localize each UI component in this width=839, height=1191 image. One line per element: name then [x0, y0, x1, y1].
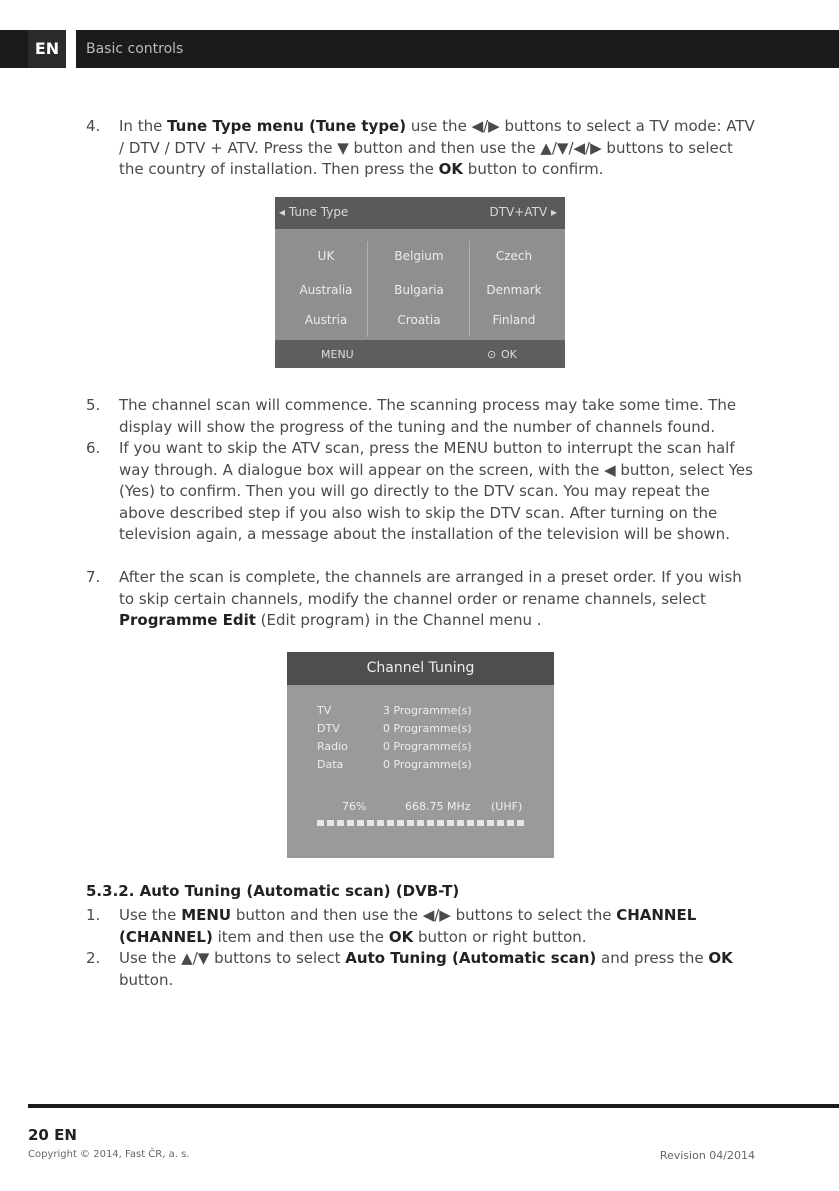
step-number: 7.: [86, 568, 101, 586]
row-value: 3 Programme(s): [383, 704, 472, 717]
step-7: [86, 567, 756, 632]
step-5: [86, 395, 756, 438]
text: button to confirm.: [463, 160, 604, 178]
screen-title: Channel Tuning: [287, 652, 554, 685]
text: Use the: [119, 906, 182, 924]
step-number: 6.: [86, 439, 101, 457]
row-label: Radio: [317, 740, 348, 753]
progress-bar: [317, 820, 527, 826]
ok-hint: OK: [501, 348, 517, 361]
step-number: 2.: [86, 949, 101, 967]
row-value: 0 Programme(s): [383, 722, 472, 735]
tune-type-screen: [275, 197, 565, 368]
revision: Revision 04/2014: [659, 1149, 755, 1162]
divider: [66, 30, 76, 68]
top-bar: [0, 30, 839, 68]
step-number: 1.: [86, 906, 101, 924]
row-label: Data: [317, 758, 344, 771]
country-item: Czech: [495, 249, 533, 263]
screen-header: [275, 197, 565, 229]
band: (UHF): [491, 800, 523, 813]
country-item: Austria: [304, 313, 348, 327]
country-item: Australia: [299, 283, 353, 297]
text: The channel scan will commence. The scanning process may take some time. The display will show the progress of the tuning and the number of channels found.: [119, 396, 737, 436]
bold-term: Programme Edit: [119, 611, 256, 629]
progress-percent: 76%: [342, 800, 367, 813]
channel-tuning-screen: [287, 652, 554, 858]
count-row: [317, 740, 472, 753]
row-label: DTV: [317, 722, 340, 735]
country-item: Finland: [492, 313, 536, 327]
text: In the: [119, 117, 168, 135]
screen-footer: [275, 340, 565, 368]
text: If you want to skip the ATV scan, press the MENU button to interrupt the scan half way through. A dialogue box will appear on the screen, with the ◀ button, select Yes (Yes) to confirm. Then you will go directly to the DTV scan. You may repeat the above described step if you also wish to skip the DTV scan. After turning on the television again, a message about the installation of the television will be shown.: [119, 439, 753, 543]
frequency: 668.75 MHz: [405, 800, 471, 813]
divider: [469, 241, 470, 337]
step-6: [86, 438, 756, 546]
text: item and then use the: [212, 927, 389, 946]
text: and press the: [596, 949, 709, 967]
text: After the scan is complete, the channels are arranged in a preset order. If you wish to skip certain channels, modify the channel order or rename channels, select: [119, 568, 742, 608]
bold-term: OK: [708, 949, 733, 967]
country-item: UK: [317, 249, 335, 263]
ok-icon: ⊙: [487, 348, 497, 361]
text: button.: [119, 970, 174, 989]
step-number: 4.: [86, 117, 101, 135]
section-title: Basic controls: [86, 41, 184, 57]
tune-type-label: ◂ Tune Type: [279, 205, 349, 219]
bold-term: OK: [438, 160, 464, 178]
page-number: 20 EN: [28, 1126, 77, 1144]
copyright: Copyright © 2014, Fast ČR, a. s.: [28, 1149, 190, 1160]
text: button or right button.: [413, 927, 587, 946]
text: Use the ▲/▼ buttons to select: [119, 949, 346, 967]
tune-type-value: DTV+ATV ▸: [489, 205, 557, 219]
count-row: [317, 758, 472, 771]
bold-term: MENU: [181, 906, 232, 924]
divider: [367, 241, 368, 337]
country-item: Denmark: [486, 283, 542, 297]
section-heading: 5.3.2. Auto Tuning (Automatic scan) (DVB-T): [86, 882, 460, 900]
text: use the ◀/▶ buttons to select a TV mode: ATV / DTV / DTV + ATV. Press the ▼ button and then use the ▲/▼/◀/▶ buttons to select the country of installation. Then press the: [119, 117, 755, 178]
country-item: Bulgaria: [394, 283, 444, 297]
count-row: [317, 704, 472, 717]
country-item: Belgium: [394, 249, 444, 263]
bold-term: OK: [388, 927, 414, 946]
row-value: 0 Programme(s): [383, 740, 472, 753]
bold-term: CHANNEL (CHANNEL): [119, 906, 697, 946]
step-1: [86, 905, 756, 948]
bold-term: Auto Tuning (Automatic scan): [345, 949, 597, 967]
footer-rule: [28, 1104, 839, 1108]
bold-term: Tune Type menu (Tune type): [167, 117, 407, 135]
country-item: Croatia: [397, 313, 441, 327]
step-2: [86, 948, 756, 991]
language-tag: EN: [28, 30, 66, 68]
step-number: 5.: [86, 396, 101, 414]
row-label: TV: [317, 704, 332, 717]
step-4: [86, 116, 756, 181]
menu-hint: MENU: [321, 348, 354, 361]
text: (Edit program) in the Channel menu .: [255, 611, 542, 629]
text: button and then use the ◀/▶ buttons to select the: [231, 906, 617, 924]
count-row: [317, 722, 472, 735]
row-value: 0 Programme(s): [383, 758, 472, 771]
